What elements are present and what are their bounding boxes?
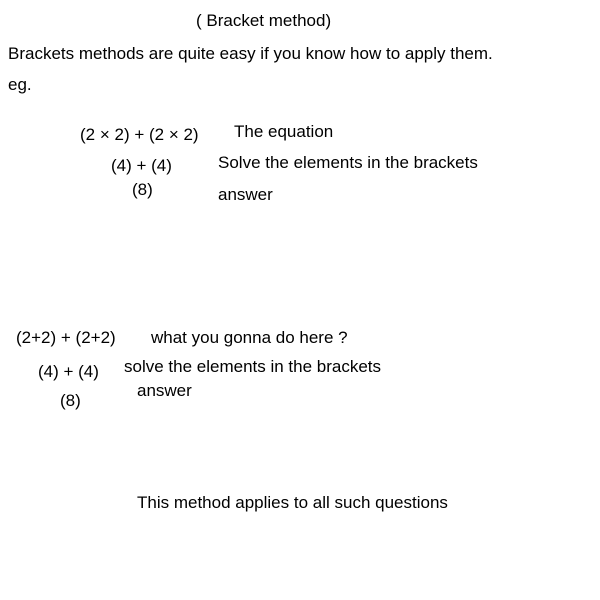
- example-1-step-note: Solve the elements in the brackets: [218, 153, 478, 172]
- example-1-answer-note: answer: [218, 185, 273, 204]
- example-1-step: (4) + (4): [111, 156, 172, 175]
- example-2-equation: (2+2) + (2+2): [16, 328, 116, 347]
- example-1-answer: (8): [132, 180, 153, 199]
- example-1-equation-note: The equation: [234, 122, 334, 141]
- example-2-answer-note: answer: [137, 381, 192, 400]
- footer-text: This method applies to all such questions: [137, 493, 448, 512]
- intro-text: Brackets methods are quite easy if you know how to apply them.: [8, 44, 493, 63]
- page-title: ( Bracket method): [196, 11, 332, 30]
- example-2-step-note: solve the elements in the brackets: [124, 357, 382, 376]
- example-2-answer: (8): [60, 391, 81, 410]
- example-2-step: (4) + (4): [38, 362, 99, 381]
- example-1-equation: (2 × 2) + (2 × 2): [80, 125, 199, 144]
- example-2-equation-note: what you gonna do here ?: [151, 328, 348, 347]
- eg-label: eg.: [8, 75, 32, 94]
